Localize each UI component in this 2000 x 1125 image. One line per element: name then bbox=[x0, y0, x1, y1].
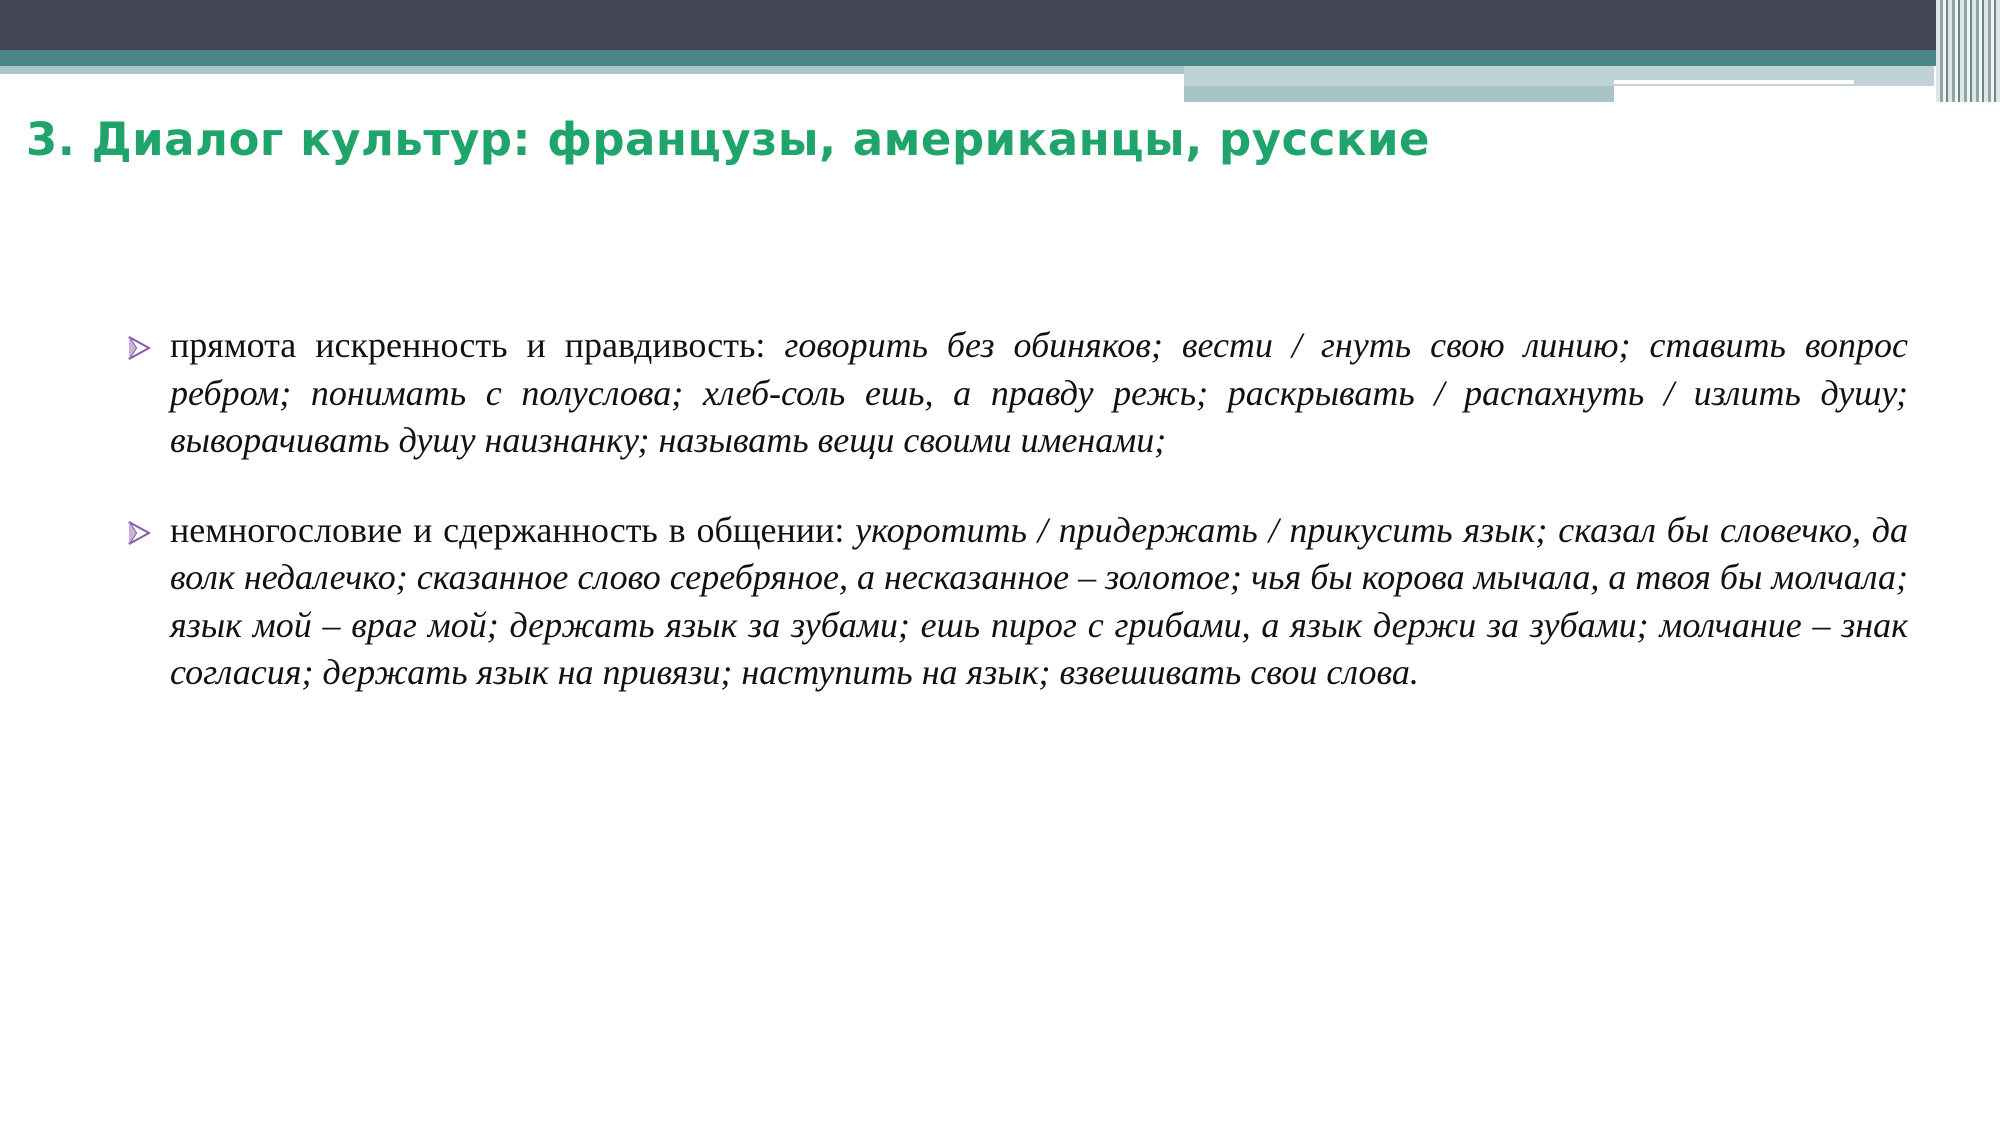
header-band-dark bbox=[0, 0, 2000, 50]
bullet-item bbox=[122, 322, 1908, 465]
bullet-text bbox=[170, 322, 1908, 465]
slide-title: 3. Диалог культур: французы, американцы, русские bbox=[26, 113, 1430, 166]
bullet-lead: прямота искренность и правдивость: bbox=[170, 325, 785, 365]
bullet-examples: укоротить / придержать / прикусить язык; сказал бы словечко, да волк недалечко; сказанное слово серебряное, а несказанное – золотое; чья бы корова мычала, а твоя бы молчала; язык мой – враг мой; держать язык за зубами; ешь пирог с грибами, а язык держи за зубами; молчание – знак согласия; держать язык на привязи; наступить на язык; взвешивать свои слова. bbox=[170, 509, 1908, 692]
header-band-teal bbox=[0, 50, 2000, 66]
bullet-examples: говорить без обиняков; вести / гнуть свою линию; ставить вопрос ребром; понимать с полуслова; хлеб-соль ешь, а правду режь; раскрывать / распахнуть / излить душу; выворачивать душу наизнанку; называть вещи своими именами; bbox=[170, 325, 1908, 460]
bullet-item bbox=[122, 507, 1908, 697]
header-strip bbox=[1614, 92, 1934, 102]
bullet-text bbox=[170, 507, 1908, 697]
header-strip bbox=[1614, 80, 1854, 84]
header-stripes-decoration bbox=[1936, 0, 2000, 102]
header-strip bbox=[0, 66, 1184, 74]
arrow-bullet-icon bbox=[122, 507, 170, 555]
arrow-bullet-icon bbox=[122, 322, 170, 370]
header-strip bbox=[1184, 86, 1614, 102]
bullet-lead: немногословие и сдержанность в общении: bbox=[170, 509, 856, 550]
bullet-list bbox=[122, 322, 1908, 739]
